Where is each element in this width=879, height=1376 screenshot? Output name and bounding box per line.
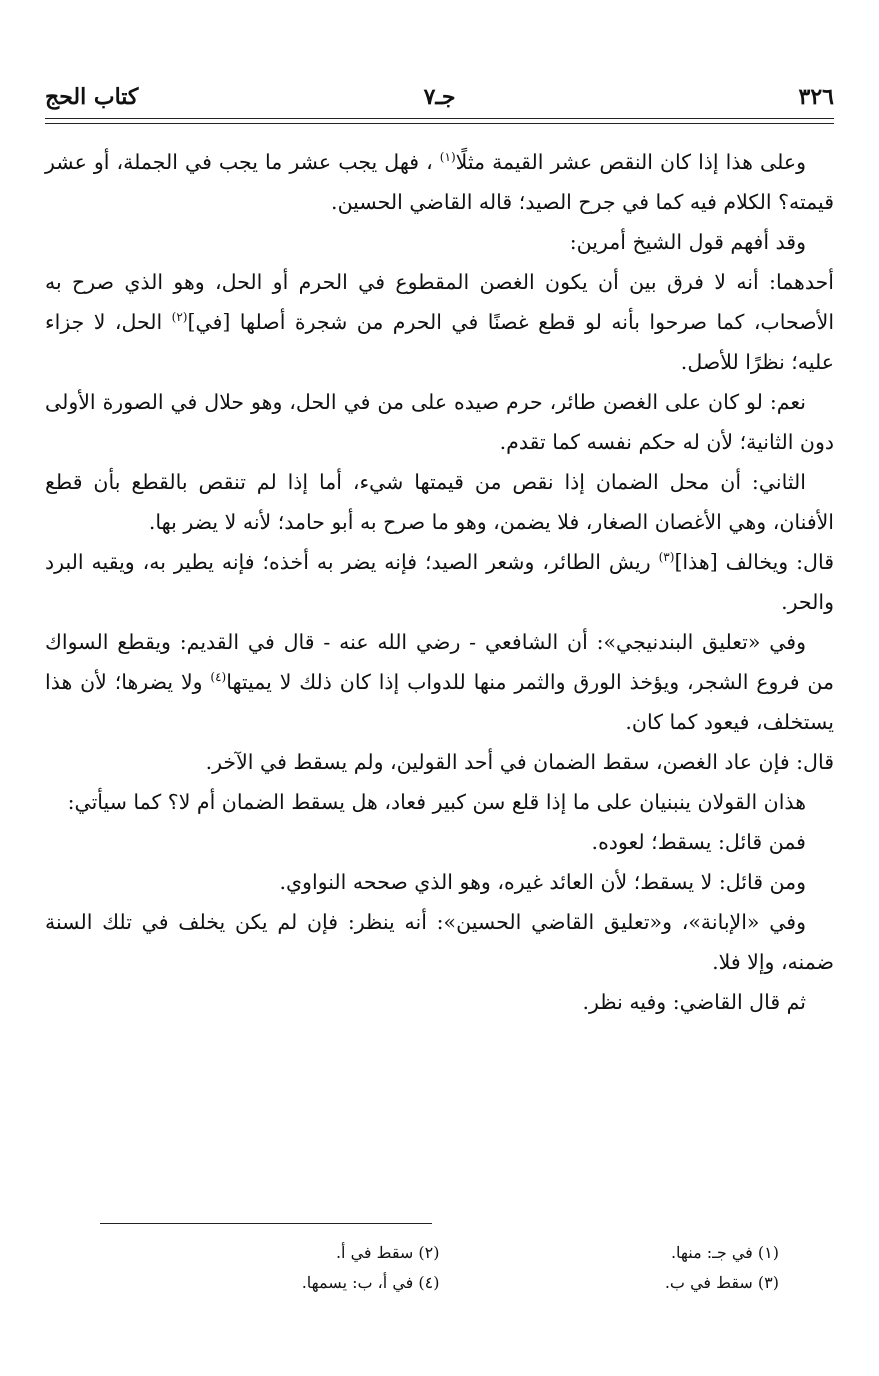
header-rule-thin xyxy=(45,123,834,124)
footnote-1: (١) في جـ: منها. xyxy=(670,1243,779,1262)
page-number: ٣٢٦ xyxy=(798,84,834,110)
paragraph: وقد أفهم قول الشيخ أمرين: xyxy=(569,230,806,254)
paragraph: وفي «الإبانة»، و«تعليق القاضي الحسين»: أنه ينظر: فإن لم يكن يخلف في تلك السنة ضمنه، وإلا فلا. xyxy=(45,910,834,974)
footnote-2: (٢) سقط في أ. xyxy=(335,1243,440,1262)
paragraph: نعم: لو كان على الغصن طائر، حرم صيده على من في الحل، وهو حلال في الصورة الأولى دون الثانية؛ لأن له حكم نفسه كما تقدم. xyxy=(45,390,834,454)
footnote-ref: (١) xyxy=(439,150,456,165)
running-header xyxy=(45,78,834,118)
paragraph: أحدهما: أنه لا فرق بين أن يكون الغصن المقطوع في الحرم أو الحل، وهو الذي صرح به الأصحاب، كما صرحوا بأنه لو قطع غصنًا في الحرم من شجرة أصلها [في]$^{(٢)}$ الحل، لا جزاء عليه؛ نظرًا للأصل. xyxy=(45,270,835,374)
footnote-3: (٣) سقط في ب. xyxy=(664,1273,779,1292)
paragraph: ثم قال القاضي: وفيه نظر. xyxy=(582,990,806,1014)
body-text xyxy=(45,142,834,1022)
header-rule-thick xyxy=(45,118,834,119)
paragraph: قال: ويخالف [هذا]$^{(٣)}$ ريش الطائر، وشعر الصيد؛ فإنه يضر به أخذه؛ فإنه يطير به، ويقيه البرد والحر. xyxy=(45,550,834,614)
paragraph: وفي «تعليق البندنيجي»: أن الشافعي - رضي الله عنه - قال في القديم: ويقطع السواك من فروع الشجر، ويؤخذ الورق والثمر منها للدواب إذا كان ذلك لا يميتها$^{(٤)}$ ولا يضرها؛ لأن هذا يستخلف، فيعود كما كان. xyxy=(45,630,834,734)
paragraph: فمن قائل: يسقط؛ لعوده. xyxy=(591,830,806,854)
footnote-ref: (٢) xyxy=(171,310,188,325)
paragraph: الثاني: أن محل الضمان إذا نقص من قيمتها شيء، أما إذا لم تنقص بالقطع بأن قطع الأفنان، وهي الأغصان الصغار، فلا يضمن، وهو ما صرح به أبو حامد؛ لأنه لا يضر بها. xyxy=(45,470,834,534)
paragraph: وعلى هذا إذا كان النقص عشر القيمة مثلًا$^{(١)}$ ، فهل يجب عشر ما يجب في الجملة، أو عشر قيمته؟ الكلام فيه كما في جرح الصيد؛ قاله القاضي الحسين. xyxy=(45,150,834,214)
paragraph: قال: فإن عاد الغصن، سقط الضمان في أحد القولين، ولم يسقط في الآخر. xyxy=(205,750,834,774)
volume-label: جـ٧ xyxy=(423,84,456,110)
paragraph: هذان القولان ينبنيان على ما إذا قلع سن كبير فعاد، هل يسقط الضمان أم لا؟ كما سيأتي: xyxy=(67,790,806,814)
footnote-ref: (٣) xyxy=(658,550,675,565)
footnote-ref: (٤) xyxy=(210,670,227,685)
footnote-rule xyxy=(100,1223,432,1224)
paragraph: ومن قائل: لا يسقط؛ لأن العائد غيره، وهو الذي صححه النواوي. xyxy=(279,870,806,894)
book-title: كتاب الحج xyxy=(45,84,139,110)
footnotes xyxy=(100,1238,779,1298)
footnote-4: (٤) في أ، ب: يسمها. xyxy=(301,1273,440,1292)
